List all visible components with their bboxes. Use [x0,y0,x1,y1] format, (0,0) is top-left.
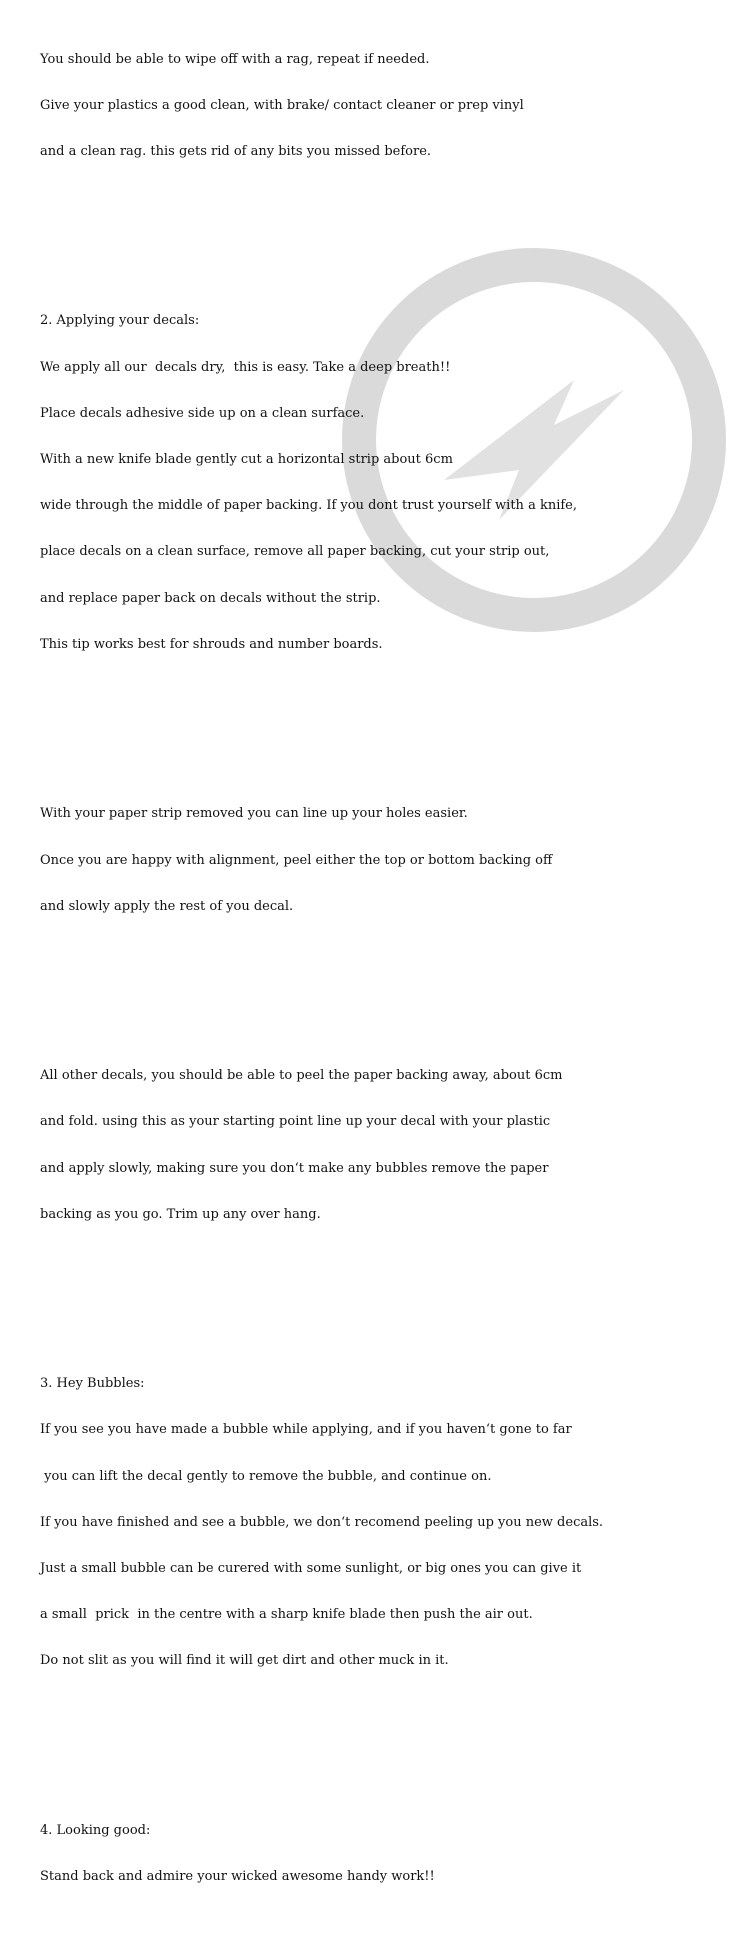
text-line: All other decals, you should be able to peel the paper backing away, about 6cm [40,1068,563,1084]
text-line: Once you are happy with alignment, peel either the top or bottom backing off [40,852,553,868]
paragraph-gap [40,714,620,729]
text-line: and replace paper back on decals without the strip. [40,590,381,606]
text-line: wide through the middle of paper backing. If you dont trust yourself with a knife, [40,498,577,514]
section-cleaning [40,21,620,190]
text-line: If you have finished and see a bubble, we don‘t recomend peeling up you new decals. [40,1514,604,1530]
text-line: you can lift the decal gently to remove the bubble, and continue on. [40,1468,492,1484]
instructions-text [40,0,620,1946]
text-line: With your paper strip removed you can line up your holes easier. [40,806,468,822]
section-paper-strip [40,776,620,945]
section-heading: 3. Hey Bubbles: [40,1376,145,1392]
section-heading: 2. Applying your decals: [40,313,200,329]
text-line: Just a small bubble can be curered with some sunlight, or big ones you can give it [40,1561,582,1577]
text-line: You should be able to wipe off with a rag, repeat if needed. [40,51,430,67]
text-line: backing as you go. Trim up any over hang. [40,1206,321,1222]
text-line: Stand back and admire your wicked awesome handy work!! [40,1869,435,1885]
text-line: With a new knife blade gently cut a horizontal strip about 6cm [40,452,453,468]
text-line: and a clean rag. this gets rid of any bits you missed before. [40,144,432,160]
paragraph-gap [40,976,620,991]
section-looking-good [40,1792,620,1915]
paragraph-gap [40,1730,620,1745]
text-line: Place decals adhesive side up on a clean surface. [40,405,365,421]
text-line: and apply slowly, making sure you don‘t make any bubbles remove the paper [40,1160,549,1176]
text-line: Give your plastics a good clean, with brake/ contact cleaner or prep vinyl [40,97,524,113]
paragraph-gap [40,1284,620,1299]
text-line: We apply all our decals dry, this is easy. Take a deep breath!! [40,359,451,375]
section-bubbles [40,1345,620,1699]
text-line: Do not slit as you will find it will get dirt and other muck in it. [40,1653,449,1669]
text-line: place decals on a clean surface, remove all paper backing, cut your strip out, [40,544,550,560]
section-heading: 4. Looking good: [40,1822,151,1838]
text-line: a small prick in the centre with a sharp knife blade then push the air out. [40,1607,533,1623]
text-line: If you see you have made a bubble while applying, and if you haven‘t gone to far [40,1422,572,1438]
text-line: This tip works best for shrouds and number boards. [40,636,383,652]
paragraph-gap [40,221,620,236]
section-applying-decals [40,283,620,683]
text-line: and fold. using this as your starting point line up your decal with your plastic [40,1114,551,1130]
section-other-decals [40,1037,620,1253]
text-line: and slowly apply the rest of you decal. [40,898,294,914]
